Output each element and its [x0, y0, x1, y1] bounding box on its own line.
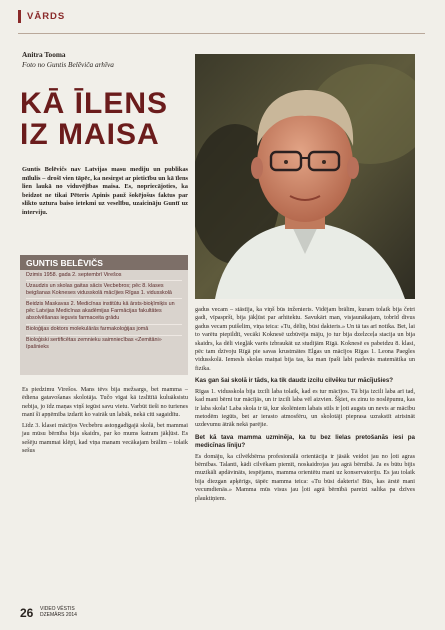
bio-item: Beidzis Maskavas 2. Medicīnas institūtu kā ārsts-bioķīmiķis un pēc Latvijas Medicīnas akadēmijas Farmācijas fakultātes absolvēšanas ieguvis farmaceita grādu	[26, 299, 182, 324]
portrait-photo	[195, 54, 415, 299]
headline-line-2: IZ MAISA	[20, 118, 160, 151]
bio-list	[20, 270, 188, 353]
bio-box	[20, 255, 188, 375]
right-column	[195, 306, 415, 506]
author-name: Anitra Tooma	[22, 50, 66, 59]
bio-item: Bioloģijas doktors molekulārās farmakoloģijas jomā	[26, 325, 182, 336]
portrait-illustration	[195, 54, 415, 299]
body-paragraph: Līdz 3. klasei mācījos Vecbebru astoņgadīgajā skolā, bet mammai jau mūsu bērnība bija skaidrs, par ko mums katram jākļūst. Es sešēju mammai klēpī, kad viņa manam vecākajam brālim – tolaik sešus	[22, 422, 188, 455]
section-label: VĀRDS	[27, 11, 66, 22]
magazine-issue: DZEMĀRS 2014	[40, 612, 77, 618]
photo-credit: Foto no Guntis Belēviča arhīva	[22, 59, 114, 69]
interview-answer: Rīgas 1. vidusskola bija izcili laba tolaik, kad es tur mācījos. Tā bija izcili laba arī tad, kad mani bērni tur mācījās, un ir izcili laba vēl aizvien. Šķiet, es zinu to noslēpumu, kas ir laba skola! Laba skola ir tā, kur skolēniem labais stils ir ļoti augsts un nevis ar mācību metodēm iegūts, bet ar ierasto atmosfēru, un skolotāji pieprasa uzrakstīt atrisināt uzdevumu ātrāk nekā parējie.	[195, 387, 415, 429]
interview-question: Bet kā tava mamma uzminēja, ka tu bez lielas pretošanās iesi pa medicīnas līniju?	[195, 433, 415, 450]
headline-line-1: KĀ ĪLENS	[20, 87, 169, 120]
header-rule	[18, 33, 425, 34]
body-paragraph: gadus vecam – stāstīja, ka viņš būs inženieris. Vidējam brālim, kuram tolaik bija četri gadi, vīpaspršt, bija jākļūst par arhitektu. Savukārt man, visjaunākajam, tobrīd divus gadus vecam puišelim, viņa teica: «Tu, dēliņ, būsi dakteris.» Un tā tas arī notika. Bet, lai to varētu piepildīt, vecāki Koknesē uzbūvēja māju, jo tur bija dzelzceļa stacija un bija skaidrs, ka dēli viegļāk varēs izbraukāt uz studijām Rīgā. Koknesē es pabeidzu 8. klasi, pēc tam dzīvoju Rīgā pie savas krustmātes Elgas un mācījos Rīgas 1. Leona Paegles vidusskolā. Iemesls skolas maiņai bija tas, ka man īpaši labi padevās matemātika un fizika.	[195, 306, 415, 372]
section-marker	[18, 10, 21, 23]
bio-item: Dzimis 1958. gada 2. septembrī Virešos	[26, 270, 182, 281]
interview-question: Kas gan šai skolā ir tāds, ka tik daudz izcilu cilvēku tur mācījušies?	[195, 377, 394, 385]
lead-paragraph: Guntis Belēvičs nav Latvijas masu mediju un publikas mīlulis – drošī vien tāpēc, ka nesirgst ar pieticību un kā īlens lien laukā no viduvējības maisa. Es, nopriecājoties, ka beidzot ne tikai Pēteris Apinis pauž šokējošus faktus par slikto uztura baiso ietekmi uz veselību, uzaicināju Guntī uz interviju.	[22, 166, 188, 216]
bio-item: Uzaudzis un skolas gaitas sācis Vecbebros; pēc 8. klases beigšanas Kokneses vidusskolā mācījies Rīgas 1. vidusskolā	[26, 281, 182, 299]
section-header	[18, 10, 65, 23]
bio-item: Bioloģiski sertificētas zemnieku saimniecības «Zemitāni» īpašnieks	[26, 337, 162, 351]
bio-title: GUNTIS BELĒVIČS	[20, 255, 188, 270]
page-number: 26	[20, 606, 34, 620]
magazine-name: VIDEO VĒSTIS	[40, 606, 75, 612]
headline	[20, 88, 190, 150]
magazine-footer	[40, 606, 77, 618]
body-paragraph: Es piedzimu Virešos. Mans tēvs bija mežsargs, bet mamma – ēdiena gatavošanas skolotāja. Tučo vīgai kā izslītītā kuluāksistu nebija, jo īdz maņas viņš iegūst savu vietu. Varbūt tieši no turienes manī šī apņēmība izdarīt ko vairāk un labāk, nekā citi sagaidītu.	[22, 386, 188, 419]
interview-answer: Es domāju, ka cilvēkbērna profesionālā orientācija ir jāsāk veidot jau no ļoti agras bērnības. Talanti, kādi cilvēkam piemīt, noskaidrojas jau agrā bērnībā. Ja es būtu bijis muzikāli apdāvināts, iespējams, mamma orientētu mani uz konservatoriju. Es jau tolaik bija diezgan apķērīgs, tāpēc mamma teica: «Tu būsi dakteris! Būs, kas ārstē mani vecumdienās.» Mamma mūs visus jau ļoti agrā bērnībā pareizi salika pa dzīves plauktiņiem.	[195, 452, 415, 502]
left-column	[22, 386, 188, 458]
byline	[22, 50, 187, 69]
